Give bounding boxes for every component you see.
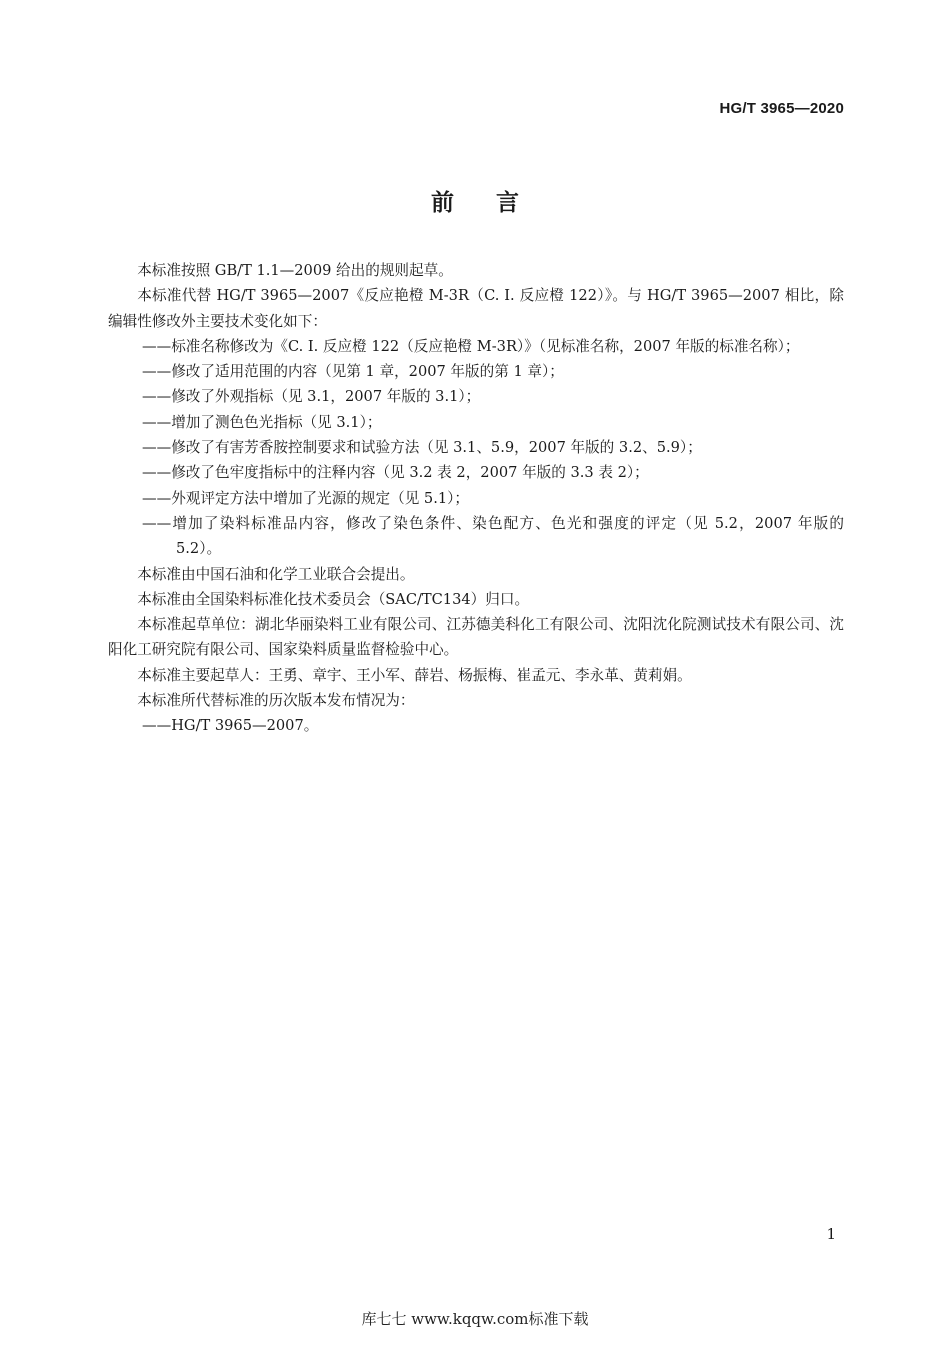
foreword-body [108,258,844,739]
change-item: ——标准名称修改为《C. I. 反应橙 122（反应艳橙 M-3R）》（见标准名称，2007 年版的标准名称）； [142,337,800,355]
page-number: 1 [826,1225,836,1243]
change-item: ——修改了外观指标（见 3.1，2007 年版的 3.1）； [142,388,481,406]
page-title: 前言 [431,190,561,216]
change-item: ——增加了测色色光指标（见 3.1）； [142,413,382,431]
paragraph-history-intro: 本标准所代替标准的历次版本发布情况为： [137,692,415,710]
paragraph-drafters: 本标准主要起草人：王勇、章宇、王小军、薛岩、杨振梅、崔孟元、李永革、黄莉娟。 [137,666,692,684]
standard-number: HG/T 3965—2020 [719,100,844,117]
paragraph-drafting-units: 本标准起草单位：湖北华丽染料工业有限公司、江苏德美科化工有限公司、沈阳沈化院测试技术有限公司、沈阳化工研究院有限公司、国家染料质量监督检验中心。 [108,616,844,659]
paragraph-replacement: 本标准代替 HG/T 3965—2007《反应艳橙 M-3R（C. I. 反应橙 122）》。与 HG/T 3965—2007 相比，除编辑性修改外主要技术变化如下： [108,287,844,330]
change-item: ——外观评定方法中增加了光源的规定（见 5.1）； [142,489,470,507]
paragraph-proposer: 本标准由中国石油和化学工业联合会提出。 [137,565,415,583]
footer-watermark: 库七七 www.kqqw.com标准下载 [361,1310,589,1328]
history-item: ——HG/T 3965—2007。 [142,717,319,735]
change-item: ——修改了适用范围的内容（见第 1 章，2007 年版的第 1 章）； [142,363,564,381]
paragraph-committee: 本标准由全国染料标准化技术委员会（SAC/TC134）归口。 [137,590,530,608]
change-item: ——修改了有害芳香胺控制要求和试验方法（见 3.1、5.9，2007 年版的 3.2、5.9）； [142,439,702,457]
change-item: ——增加了染料标准品内容，修改了染色条件、染色配方、色光和强度的评定（见 5.2，2007 年版的 5.2）。 [142,514,844,558]
change-item: ——修改了色牢度指标中的注释内容（见 3.2 表 2，2007 年版的 3.3 表 2）； [142,464,649,482]
paragraph-drafting-rules: 本标准按照 GB/T 1.1—2009 给出的规则起草。 [137,262,453,279]
